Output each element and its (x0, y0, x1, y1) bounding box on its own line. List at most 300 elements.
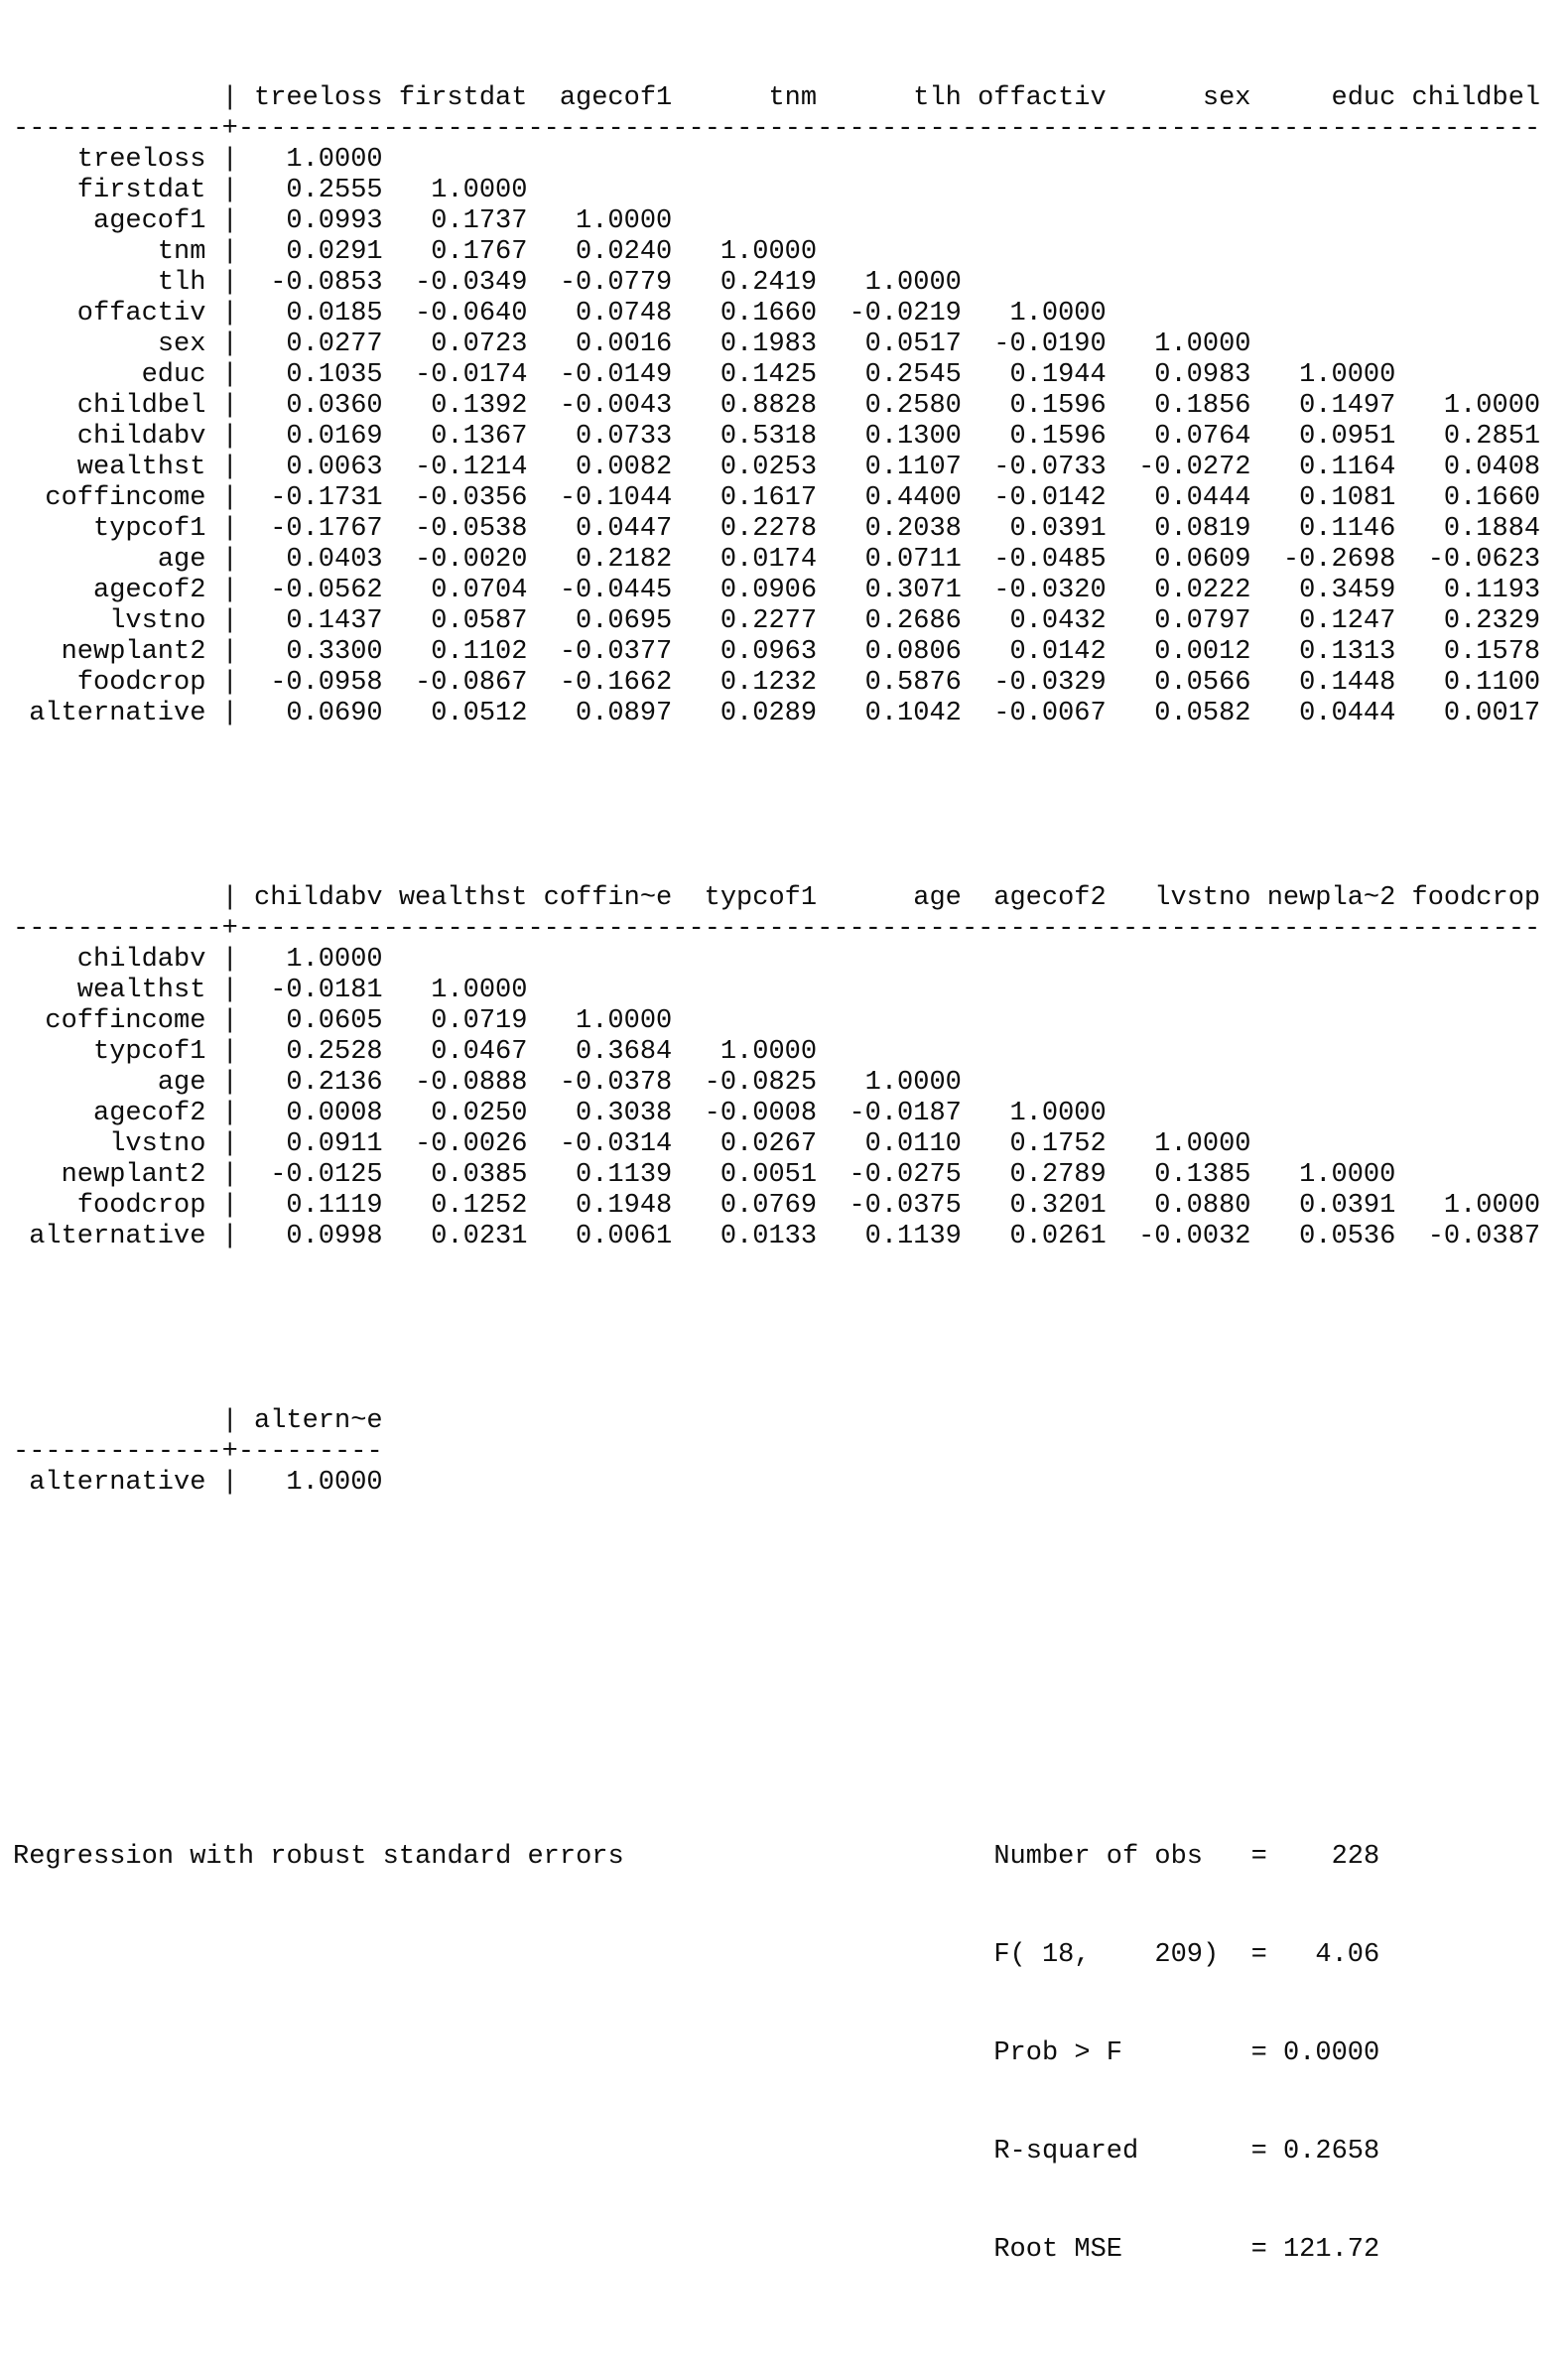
column-separator: | (221, 883, 238, 913)
correlation-value: -0.0329 (993, 668, 1107, 698)
correlation-value: 0.1102 (431, 637, 528, 667)
blank-line (13, 791, 1568, 822)
blank-line (13, 1314, 1568, 1345)
correlation-value: 0.0769 (719, 1191, 818, 1221)
column-separator: | (221, 483, 238, 513)
correlation-value: 0.0063 (286, 453, 383, 482)
correlation-value: -0.0032 (1138, 1222, 1251, 1251)
correlation-value: 0.0467 (431, 1037, 528, 1067)
correlation-value: 1.0000 (1154, 1129, 1251, 1159)
correlation-value: 0.0174 (719, 545, 818, 575)
column-separator: | (221, 176, 238, 205)
stat-value: 0.2658 (1282, 2137, 1380, 2166)
correlation-row (13, 1191, 1568, 1222)
row-label: agecof1 (93, 206, 206, 236)
row-label: lvstno (109, 1129, 206, 1159)
correlation-value: 0.1042 (864, 699, 962, 728)
correlation-value: 0.0277 (286, 329, 383, 359)
equals-sign: = (1250, 1940, 1267, 1970)
stat-value: 4.06 (1315, 1940, 1380, 1970)
correlation-matrix-block-2 (13, 883, 1568, 1252)
correlation-value: -0.0485 (993, 545, 1107, 575)
column-header: tlh (913, 83, 962, 113)
correlation-value: 0.3038 (576, 1099, 673, 1128)
correlation-value: -0.0275 (849, 1160, 962, 1190)
correlation-row (13, 145, 1568, 176)
correlation-value: 0.3201 (1009, 1191, 1107, 1221)
correlation-value: -0.0272 (1138, 453, 1251, 482)
correlation-row (13, 545, 1568, 576)
correlation-row (13, 1160, 1568, 1191)
correlation-value: 0.1944 (1009, 360, 1107, 390)
correlation-value: 0.0609 (1154, 545, 1251, 575)
correlation-value: -0.0142 (993, 483, 1107, 513)
correlation-value: 0.2851 (1443, 422, 1541, 452)
correlation-value: 0.3459 (1299, 576, 1396, 605)
column-header: firstdat (398, 83, 528, 113)
correlation-value: 0.1856 (1154, 391, 1251, 421)
row-label: coffincome (45, 483, 206, 513)
column-separator: | (221, 83, 238, 113)
column-separator: | (221, 268, 238, 298)
correlation-value: -0.0958 (270, 668, 383, 698)
correlation-value: 0.0880 (1154, 1191, 1251, 1221)
column-header: typcof1 (704, 883, 818, 913)
correlation-value: 1.0000 (1154, 329, 1251, 359)
correlation-row (13, 1129, 1568, 1160)
column-header: coffin~e (543, 883, 673, 913)
column-separator: | (221, 360, 238, 390)
correlation-value: 0.3071 (864, 576, 962, 605)
correlation-value: 1.0000 (1299, 1160, 1396, 1190)
correlation-value: -0.0538 (415, 514, 528, 544)
correlation-value: -0.0187 (849, 1099, 962, 1128)
correlation-row (13, 576, 1568, 606)
correlation-value: -0.0825 (704, 1068, 818, 1098)
correlation-value: 0.2555 (286, 176, 383, 205)
correlation-row (13, 1068, 1568, 1099)
correlation-value: 0.0051 (719, 1160, 818, 1190)
row-label: age (157, 1068, 206, 1098)
separator-line: -------------+--------------------------------------------------------------------------------- (13, 914, 1541, 944)
column-separator: | (221, 606, 238, 636)
column-separator: | (221, 237, 238, 267)
column-separator: | (221, 422, 238, 452)
column-separator: | (221, 1222, 238, 1251)
correlation-value: 0.0250 (431, 1099, 528, 1128)
correlation-value: 1.0000 (576, 1006, 673, 1036)
correlation-value: 1.0000 (431, 976, 528, 1005)
column-header: agecof1 (559, 83, 673, 113)
correlation-value: 0.1252 (431, 1191, 528, 1221)
correlation-value: 0.2580 (864, 391, 962, 421)
regression-summary-line (13, 2234, 1568, 2267)
correlation-value: 0.1497 (1299, 391, 1396, 421)
correlation-value: -0.0320 (993, 576, 1107, 605)
correlation-value: 0.0253 (719, 453, 818, 482)
equals-sign: = (1250, 2038, 1267, 2068)
correlation-value: -0.0067 (993, 699, 1107, 728)
equals-sign: = (1250, 1842, 1267, 1872)
row-label: newplant2 (61, 637, 206, 667)
correlation-value: 0.1983 (719, 329, 818, 359)
correlation-value: 1.0000 (286, 945, 383, 975)
correlation-value: -0.1662 (559, 668, 673, 698)
column-separator: | (221, 1037, 238, 1067)
correlation-value: 0.0391 (1299, 1191, 1396, 1221)
column-separator: | (221, 1099, 238, 1128)
correlation-value: 0.0267 (719, 1129, 818, 1159)
regression-summary-line (13, 1939, 1568, 1972)
correlation-row (13, 1037, 1568, 1068)
regression-summary-line (13, 2136, 1568, 2168)
correlation-value: 0.2686 (864, 606, 962, 636)
correlation-value: 0.0797 (1154, 606, 1251, 636)
correlation-value: 0.0704 (431, 576, 528, 605)
correlation-value: 0.0733 (576, 422, 673, 452)
correlation-value: 0.0897 (576, 699, 673, 728)
correlation-value: 0.1392 (431, 391, 528, 421)
column-separator: | (221, 514, 238, 544)
correlation-value: -0.0174 (415, 360, 528, 390)
correlation-value: -0.0562 (270, 576, 383, 605)
correlation-value: 0.1139 (576, 1160, 673, 1190)
correlation-row (13, 514, 1568, 545)
row-label: childabv (76, 945, 206, 975)
correlation-value: 1.0000 (286, 145, 383, 175)
correlation-value: -0.0378 (559, 1068, 673, 1098)
row-label: firstdat (76, 176, 206, 205)
correlation-value: 0.1425 (719, 360, 818, 390)
correlation-value: 0.0764 (1154, 422, 1251, 452)
column-header: offactiv (978, 83, 1107, 113)
correlation-value: 0.0517 (864, 329, 962, 359)
column-header: newpla~2 (1266, 883, 1396, 913)
correlation-value: 0.5318 (719, 422, 818, 452)
stat-label: Prob > F (993, 2038, 1122, 2068)
correlation-value: 0.1660 (719, 299, 818, 328)
correlation-row (13, 268, 1568, 299)
column-separator: | (221, 976, 238, 1005)
correlation-value: 0.1884 (1443, 514, 1541, 544)
column-separator: | (221, 453, 238, 482)
row-label: tnm (157, 237, 206, 267)
correlation-value: 0.1596 (1009, 391, 1107, 421)
column-separator: | (221, 391, 238, 421)
correlation-value: -0.1731 (270, 483, 383, 513)
correlation-value: 0.0291 (286, 237, 383, 267)
column-separator: | (221, 206, 238, 236)
correlation-value: -0.2698 (1282, 545, 1396, 575)
column-header: foodcrop (1411, 883, 1541, 913)
vertical-gap (13, 1560, 1568, 1714)
correlation-value: 0.0008 (286, 1099, 383, 1128)
correlation-value: 1.0000 (1009, 1099, 1107, 1128)
regression-summary (13, 1775, 1568, 2332)
correlation-value: 0.0566 (1154, 668, 1251, 698)
column-separator: | (221, 329, 238, 359)
correlation-value: 0.0289 (719, 699, 818, 728)
correlation-value: 0.0142 (1009, 637, 1107, 667)
column-separator: | (221, 945, 238, 975)
correlation-value: 0.0222 (1154, 576, 1251, 605)
row-label: coffincome (45, 1006, 206, 1036)
correlation-value: -0.0853 (270, 268, 383, 298)
correlation-value: 1.0000 (864, 268, 962, 298)
column-separator: | (221, 1468, 238, 1498)
column-header: childbel (1411, 83, 1541, 113)
correlation-value: 1.0000 (1009, 299, 1107, 328)
correlation-value: 0.0983 (1154, 360, 1251, 390)
correlation-value: 0.0695 (576, 606, 673, 636)
correlation-row (13, 453, 1568, 483)
column-separator: | (221, 299, 238, 328)
correlation-value: -0.1214 (415, 453, 528, 482)
correlation-value: 0.0432 (1009, 606, 1107, 636)
correlation-value: 0.0231 (431, 1222, 528, 1251)
correlation-value: 0.0806 (864, 637, 962, 667)
correlation-value: 1.0000 (576, 206, 673, 236)
correlation-value: 1.0000 (286, 1468, 383, 1498)
correlation-value: 0.2789 (1009, 1160, 1107, 1190)
column-separator: | (221, 1006, 238, 1036)
column-header-row (13, 883, 1568, 914)
correlation-value: 0.2329 (1443, 606, 1541, 636)
correlation-value: 1.0000 (1299, 360, 1396, 390)
correlation-value: 0.0512 (431, 699, 528, 728)
correlation-value: 0.0133 (719, 1222, 818, 1251)
correlation-value: -0.0779 (559, 268, 673, 298)
column-separator: | (221, 637, 238, 667)
correlation-value: 0.2419 (719, 268, 818, 298)
correlation-value: 0.0819 (1154, 514, 1251, 544)
correlation-row (13, 391, 1568, 422)
correlation-value: 0.1107 (864, 453, 962, 482)
correlation-value: 0.1164 (1299, 453, 1396, 482)
column-separator: | (221, 1191, 238, 1221)
correlation-value: 0.1448 (1299, 668, 1396, 698)
column-header: childabv (254, 883, 383, 913)
correlation-value: 0.1737 (431, 206, 528, 236)
column-separator: | (221, 699, 238, 728)
correlation-value: 0.2545 (864, 360, 962, 390)
correlation-value: 0.0582 (1154, 699, 1251, 728)
column-header: tnm (768, 83, 818, 113)
correlation-value: -0.0026 (415, 1129, 528, 1159)
row-label: wealthst (76, 976, 206, 1005)
correlation-value: -0.0375 (849, 1191, 962, 1221)
correlation-value: -0.0640 (415, 299, 528, 328)
correlation-value: 0.1300 (864, 422, 962, 452)
correlation-value: 0.1385 (1154, 1160, 1251, 1190)
column-header: agecof2 (993, 883, 1107, 913)
separator-line: -------------+--------------------------------------------------------------------------------- (13, 114, 1541, 144)
correlation-value: -0.0867 (415, 668, 528, 698)
correlation-value: 1.0000 (719, 237, 818, 267)
correlation-value: 0.1617 (719, 483, 818, 513)
correlation-value: -0.0314 (559, 1129, 673, 1159)
row-label: educ (141, 360, 206, 390)
column-header: lvstno (1154, 883, 1251, 913)
stat-label: Number of obs (993, 1842, 1203, 1872)
correlation-value: -0.0219 (849, 299, 962, 328)
column-header: altern~e (254, 1406, 383, 1436)
correlation-row (13, 360, 1568, 391)
correlation-value: 0.1139 (864, 1222, 962, 1251)
correlation-value: 0.1146 (1299, 514, 1396, 544)
correlation-value: 0.0016 (576, 329, 673, 359)
correlation-value: 0.0906 (719, 576, 818, 605)
correlation-value: 0.0748 (576, 299, 673, 328)
row-label: typcof1 (93, 1037, 206, 1067)
correlation-value: 0.5876 (864, 668, 962, 698)
correlation-value: 0.8828 (719, 391, 818, 421)
correlation-value: 1.0000 (431, 176, 528, 205)
column-separator: | (221, 545, 238, 575)
correlation-value: 0.0403 (286, 545, 383, 575)
correlation-value: 0.0408 (1443, 453, 1541, 482)
correlation-value: 0.0169 (286, 422, 383, 452)
correlation-value: 0.0536 (1299, 1222, 1396, 1251)
correlation-row (13, 976, 1568, 1006)
row-label: typcof1 (93, 514, 206, 544)
column-separator: | (221, 576, 238, 605)
correlation-value: 0.1081 (1299, 483, 1396, 513)
correlation-row (13, 1006, 1568, 1037)
row-label: childbel (76, 391, 206, 421)
correlation-value: 0.1437 (286, 606, 383, 636)
correlation-row (13, 329, 1568, 360)
correlation-value: 0.0444 (1299, 699, 1396, 728)
correlation-value: -0.0043 (559, 391, 673, 421)
correlation-value: 0.0723 (431, 329, 528, 359)
correlation-value: 0.1313 (1299, 637, 1396, 667)
row-label: alternative (29, 1468, 206, 1498)
correlation-value: -0.0445 (559, 576, 673, 605)
correlation-value: -0.0356 (415, 483, 528, 513)
correlation-value: -0.0623 (1427, 545, 1541, 575)
row-label: tlh (157, 268, 206, 298)
column-header: sex (1202, 83, 1251, 113)
correlation-value: -0.0149 (559, 360, 673, 390)
correlation-row (13, 1468, 1568, 1499)
correlation-value: 0.0951 (1299, 422, 1396, 452)
correlation-value: 0.0993 (286, 206, 383, 236)
correlation-value: 0.0444 (1154, 483, 1251, 513)
correlation-value: -0.0387 (1427, 1222, 1541, 1251)
column-header: treeloss (254, 83, 383, 113)
column-separator: | (221, 1068, 238, 1098)
correlation-row (13, 637, 1568, 668)
correlation-value: 0.1752 (1009, 1129, 1107, 1159)
row-label: wealthst (76, 453, 206, 482)
correlation-value: 0.2182 (576, 545, 673, 575)
correlation-row (13, 668, 1568, 699)
row-label: agecof2 (93, 1099, 206, 1128)
stat-value: 228 (1331, 1842, 1380, 1872)
column-header: educ (1331, 83, 1396, 113)
correlation-value: 0.3300 (286, 637, 383, 667)
column-header-row (13, 83, 1568, 114)
regression-summary-line (13, 1841, 1568, 1874)
row-label: childabv (76, 422, 206, 452)
correlation-value: 0.1367 (431, 422, 528, 452)
row-label: lvstno (109, 606, 206, 636)
row-label: offactiv (76, 299, 206, 328)
correlation-value: 0.1035 (286, 360, 383, 390)
correlation-row (13, 699, 1568, 729)
correlation-value: 1.0000 (1443, 391, 1541, 421)
correlation-value: 0.1193 (1443, 576, 1541, 605)
correlation-value: 0.2038 (864, 514, 962, 544)
stat-value: 121.72 (1282, 2235, 1380, 2265)
correlation-row (13, 422, 1568, 453)
equals-sign: = (1250, 2235, 1267, 2265)
correlation-value: 0.0963 (719, 637, 818, 667)
regression-note: Regression with robust standard errors (13, 1842, 624, 1872)
correlation-value: 0.0605 (286, 1006, 383, 1036)
correlation-matrix-block-3 (13, 1406, 1568, 1499)
row-label: foodcrop (76, 668, 206, 698)
correlation-row (13, 1099, 1568, 1129)
column-header: age (913, 883, 962, 913)
correlation-value: 0.0998 (286, 1222, 383, 1251)
correlation-value: 0.0391 (1009, 514, 1107, 544)
correlation-value: 0.2277 (719, 606, 818, 636)
correlation-value: 0.1232 (719, 668, 818, 698)
row-label: age (157, 545, 206, 575)
equals-sign: = (1250, 2137, 1267, 2166)
column-separator: | (221, 668, 238, 698)
correlation-value: 1.0000 (864, 1068, 962, 1098)
correlation-value: 0.0385 (431, 1160, 528, 1190)
correlation-value: 0.0261 (1009, 1222, 1107, 1251)
column-header-row (13, 1406, 1568, 1437)
correlation-value: 0.1100 (1443, 668, 1541, 698)
correlation-value: 0.1767 (431, 237, 528, 267)
correlation-value: -0.0733 (993, 453, 1107, 482)
correlation-value: 0.0012 (1154, 637, 1251, 667)
correlation-value: 0.1119 (286, 1191, 383, 1221)
correlation-row (13, 299, 1568, 329)
correlation-row (13, 606, 1568, 637)
correlation-value: 0.0185 (286, 299, 383, 328)
correlation-value: 0.0911 (286, 1129, 383, 1159)
correlation-value: -0.0125 (270, 1160, 383, 1190)
stat-label: Root MSE (993, 2235, 1122, 2265)
row-label: agecof2 (93, 576, 206, 605)
stat-value: 0.0000 (1282, 2038, 1380, 2068)
correlation-value: 0.0082 (576, 453, 673, 482)
row-label: alternative (29, 1222, 206, 1251)
correlation-row (13, 237, 1568, 268)
column-header: wealthst (398, 883, 528, 913)
row-label: alternative (29, 699, 206, 728)
correlation-value: 0.1578 (1443, 637, 1541, 667)
correlation-value: 0.1247 (1299, 606, 1396, 636)
row-label: foodcrop (76, 1191, 206, 1221)
correlation-value: 0.0017 (1443, 699, 1541, 728)
correlation-value: -0.0377 (559, 637, 673, 667)
correlation-value: 0.2528 (286, 1037, 383, 1067)
correlation-value: -0.1767 (270, 514, 383, 544)
column-separator: | (221, 1129, 238, 1159)
correlation-value: -0.0190 (993, 329, 1107, 359)
correlation-value: 0.0061 (576, 1222, 673, 1251)
correlation-value: 0.0360 (286, 391, 383, 421)
correlation-value: 0.1596 (1009, 422, 1107, 452)
correlation-matrix-block-1 (13, 83, 1568, 729)
